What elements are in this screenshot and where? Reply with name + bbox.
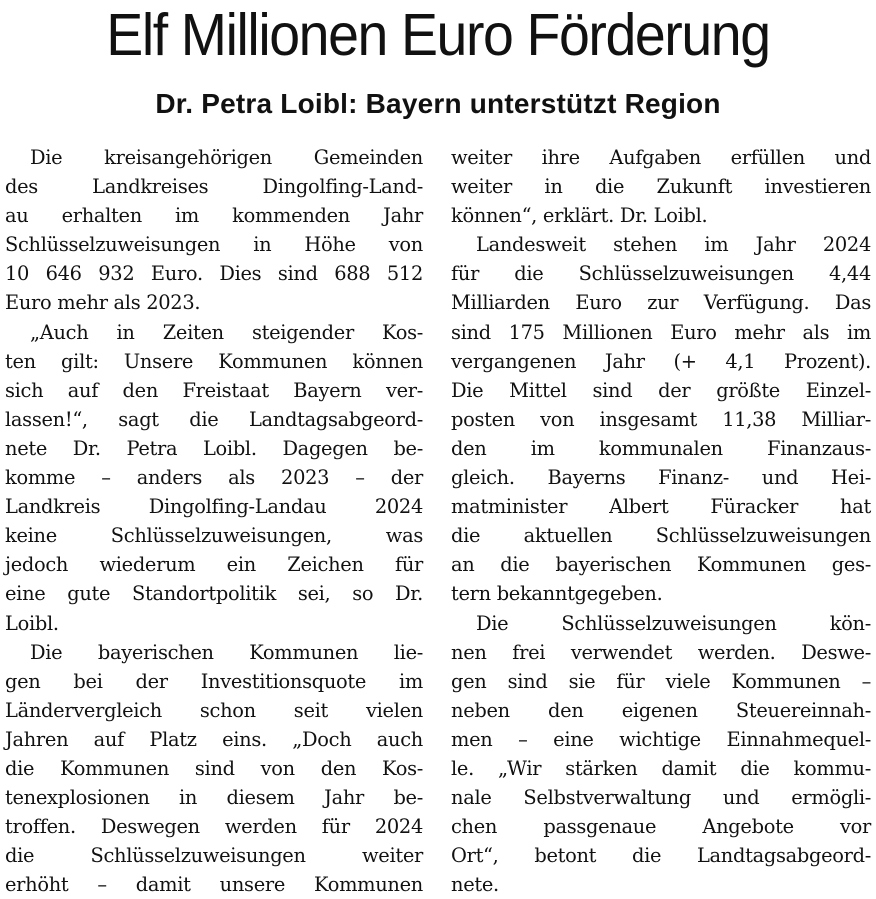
text-line: troffen. Deswegen werden für 2024 [5, 815, 423, 839]
text-line: „Auch in Zeiten steigender Kos- [30, 320, 423, 344]
text-line: nen frei verwendet werden. Deswe- [451, 640, 871, 664]
text-line: nete. [451, 873, 499, 897]
subheadline: Dr. Petra Loibl: Bayern unterstützt Region [155, 88, 721, 119]
text-line: komme – anders als 2023 – der [5, 466, 423, 490]
text-line: Milliarden Euro zur Verfügung. Das [451, 291, 871, 315]
text-line: matminister Albert Füracker hat [451, 495, 871, 519]
text-line: die aktuellen Schlüsselzuweisungen [451, 524, 871, 548]
text-line: nale Selbstverwaltung und ermögli- [451, 786, 871, 810]
text-line: lassen!“, sagt die Landtagsabgeord- [5, 407, 423, 431]
text-line: erhöht – damit unsere Kommunen [5, 873, 423, 897]
text-line: Schlüsselzuweisungen in Höhe von [5, 233, 423, 257]
text-line: den im kommunalen Finanzaus- [451, 436, 871, 460]
text-line: nete Dr. Petra Loibl. Dagegen be- [5, 436, 423, 460]
text-line: gleich. Bayerns Finanz- und Hei- [451, 466, 871, 490]
text-line: Ort“, betont die Landtagsabgeord- [451, 844, 871, 868]
text-line: chen passgenaue Angebote vor [451, 815, 871, 839]
text-line: weiter ihre Aufgaben erfüllen und [451, 146, 871, 169]
text-line: für die Schlüsselzuweisungen 4,44 [451, 262, 871, 286]
text-line: keine Schlüsselzuweisungen, was [5, 524, 423, 548]
text-line: die Schlüsselzuweisungen weiter [5, 844, 423, 868]
text-line: tern bekanntgegeben. [451, 582, 663, 606]
text-line: Euro mehr als 2023. [5, 291, 201, 315]
text-line: Jahren auf Platz eins. „Doch auch [5, 727, 423, 751]
text-line: Landesweit stehen im Jahr 2024 [476, 233, 871, 257]
text-line: an die bayerischen Kommunen ges- [451, 553, 871, 577]
text-line: eine gute Standortpolitik sei, so Dr. [5, 582, 423, 606]
text-line: 10 646 932 Euro. Dies sind 688 512 [5, 262, 423, 286]
text-line: neben den eigenen Steuereinnah- [451, 698, 871, 722]
text-line: tenexplosionen in diesem Jahr be- [5, 786, 423, 810]
text-line: men – eine wichtige Einnahmequel- [451, 727, 871, 751]
text-line: sind 175 Millionen Euro mehr als im [451, 320, 871, 344]
text-line: die Kommunen sind von den Kos- [5, 756, 423, 780]
text-line: le. „Wir stärken damit die kommu- [451, 756, 871, 780]
text-line: des Landkreises Dingolfing-Land- [5, 175, 423, 199]
text-line: Die kreisangehörigen Gemeinden [30, 146, 423, 169]
text-line: Die Schlüsselzuweisungen kön- [476, 611, 871, 635]
text-line: au erhalten im kommenden Jahr [5, 204, 423, 228]
text-line: können“, erklärt. Dr. Loibl. [451, 204, 708, 228]
text-line: Die Mittel sind der größte Einzel- [451, 378, 871, 402]
text-line: gen sind sie für viele Kommunen – [451, 669, 871, 693]
headline: Elf Millionen Euro Förderung [106, 2, 770, 68]
text-line: jedoch wiederum ein Zeichen für [5, 553, 423, 577]
text-line: Landkreis Dingolfing-Landau 2024 [5, 495, 423, 519]
text-line: weiter in die Zukunft investieren [451, 175, 871, 199]
article-column-right [451, 143, 871, 899]
text-line: posten von insgesamt 11,38 Milliar- [451, 407, 871, 431]
article-column-left [5, 143, 423, 899]
text-line: gen bei der Investitionsquote im [5, 669, 423, 693]
text-line: sich auf den Freistaat Bayern ver- [5, 378, 423, 402]
text-line: Die bayerischen Kommunen lie- [30, 640, 423, 664]
text-line: ten gilt: Unsere Kommunen können [5, 349, 423, 373]
text-line: vergangenen Jahr (+ 4,1 Prozent). [451, 349, 871, 373]
text-line: Ländervergleich schon seit vielen [5, 698, 423, 722]
text-line: Loibl. [5, 611, 59, 635]
